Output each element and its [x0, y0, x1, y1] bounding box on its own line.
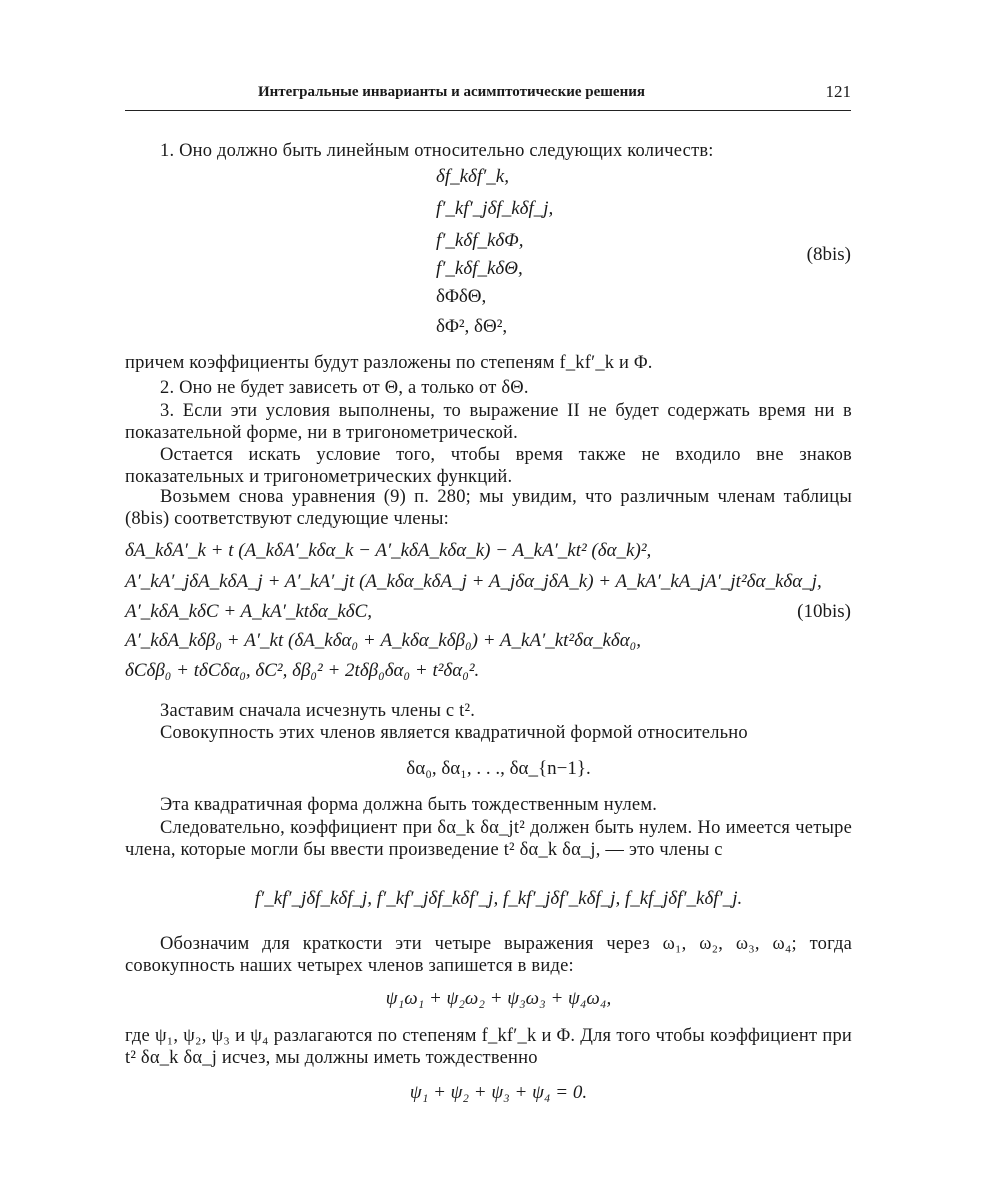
equation-products: f′_kf′_jδf_kδf_j, f′_kf′_jδf_kδf′_j, f_kf′_jδf′_kδf_j, f_kf_jδf′_kδf′_j.: [254, 888, 743, 909]
list10-item-5: δCδβ₀ + tδCδα₀, δC², δβ₀² + 2tδβ₀δα₀ + t²δα₀².: [125, 660, 480, 681]
list8-item-6: δΦ², δΘ²,: [436, 316, 508, 337]
running-title: Интегральные инварианты и асимптотические решения: [258, 84, 645, 100]
paragraph-8: Совокупность этих членов является квадратичной формой относительно: [160, 723, 748, 743]
equation-alpha-list: δα₀, δα₁, . . ., δα_{n−1}.: [406, 758, 591, 779]
paragraph-3: 2. Оно не будет зависеть от Θ, а только от δΘ.: [160, 378, 529, 398]
paragraph-2: причем коэффициенты будут разложены по степеням f_kf′_k и Φ.: [125, 353, 653, 373]
paragraph-4: 3. Если эти условия выполнены, то выражение II не будет содержать время ни в показательной форме, ни в тригонометрической.: [125, 401, 852, 443]
list10-item-2: A′_kA′_jδA_kδA_j + A′_kA′_jt (A_kδα_kδA_j + A_jδα_jδA_k) + A_kA′_kA_jA′_jt²δα_kδα_j,: [125, 571, 822, 592]
paragraph-1: 1. Оно должно быть линейным относительно следующих количеств:: [160, 141, 714, 161]
paragraph-5: Остается искать условие того, чтобы время также не входило вне знаков показательных и тригонометрических функций.: [125, 445, 852, 487]
page-number: 121: [825, 82, 851, 101]
equation-psi-omega: ψ₁ω₁ + ψ₂ω₂ + ψ₃ω₃ + ψ₄ω₄,: [385, 988, 612, 1009]
list8-item-5: δΦδΘ,: [436, 286, 487, 307]
running-head: [125, 84, 851, 111]
list8-item-3: f′_kδf_kδΦ,: [436, 230, 524, 251]
list10-item-3: A′_kδA_kδC + A_kA′_ktδα_kδC,: [125, 601, 373, 622]
equation-psi-sum: ψ₁ + ψ₂ + ψ₃ + ψ₄ = 0.: [409, 1082, 588, 1103]
paragraph-11: Обозначим для краткости эти четыре выражения через ω₁, ω₂, ω₃, ω₄; тогда совокупность наших четырех членов запишется в виде:: [125, 934, 852, 976]
list10-item-1: δA_kδA′_k + t (A_kδA′_kδα_k − A′_kδA_kδα_k) − A_kA′_kt² (δα_k)²,: [125, 540, 652, 561]
paragraph-10: Следовательно, коэффициент при δα_k δα_jt² должен быть нулем. Но имеется четыре члена, которые могли бы ввести произведение t² δα_k δα_j, — это члены с: [125, 818, 852, 860]
list8-item-2: f′_kf′_jδf_kδf_j,: [436, 198, 554, 219]
equation-tag-8bis: (8bis): [806, 244, 851, 265]
equation-tag-10bis: (10bis): [797, 601, 851, 622]
list8-item-4: f′_kδf_kδΘ,: [436, 258, 523, 279]
paragraph-9: Эта квадратичная форма должна быть тождественным нулем.: [160, 795, 658, 815]
list10-item-4: A′_kδA_kδβ₀ + A′_kt (δA_kδα₀ + A_kδα_kδβ₀) + A_kA′_kt²δα_kδα₀,: [125, 630, 642, 651]
paragraph-12: где ψ₁, ψ₂, ψ₃ и ψ₄ разлагаются по степеням f_kf′_k и Φ. Для того чтобы коэффициент при t² δα_k δα_j исчез, мы должны иметь тождественно: [125, 1026, 852, 1068]
paragraph-6: Возьмем снова уравнения (9) п. 280; мы увидим, что различным членам таблицы (8bis) соответствуют следующие члены:: [125, 487, 852, 529]
paragraph-7: Заставим сначала исчезнуть члены с t².: [160, 701, 476, 721]
list8-item-1: δf_kδf′_k,: [436, 166, 509, 187]
